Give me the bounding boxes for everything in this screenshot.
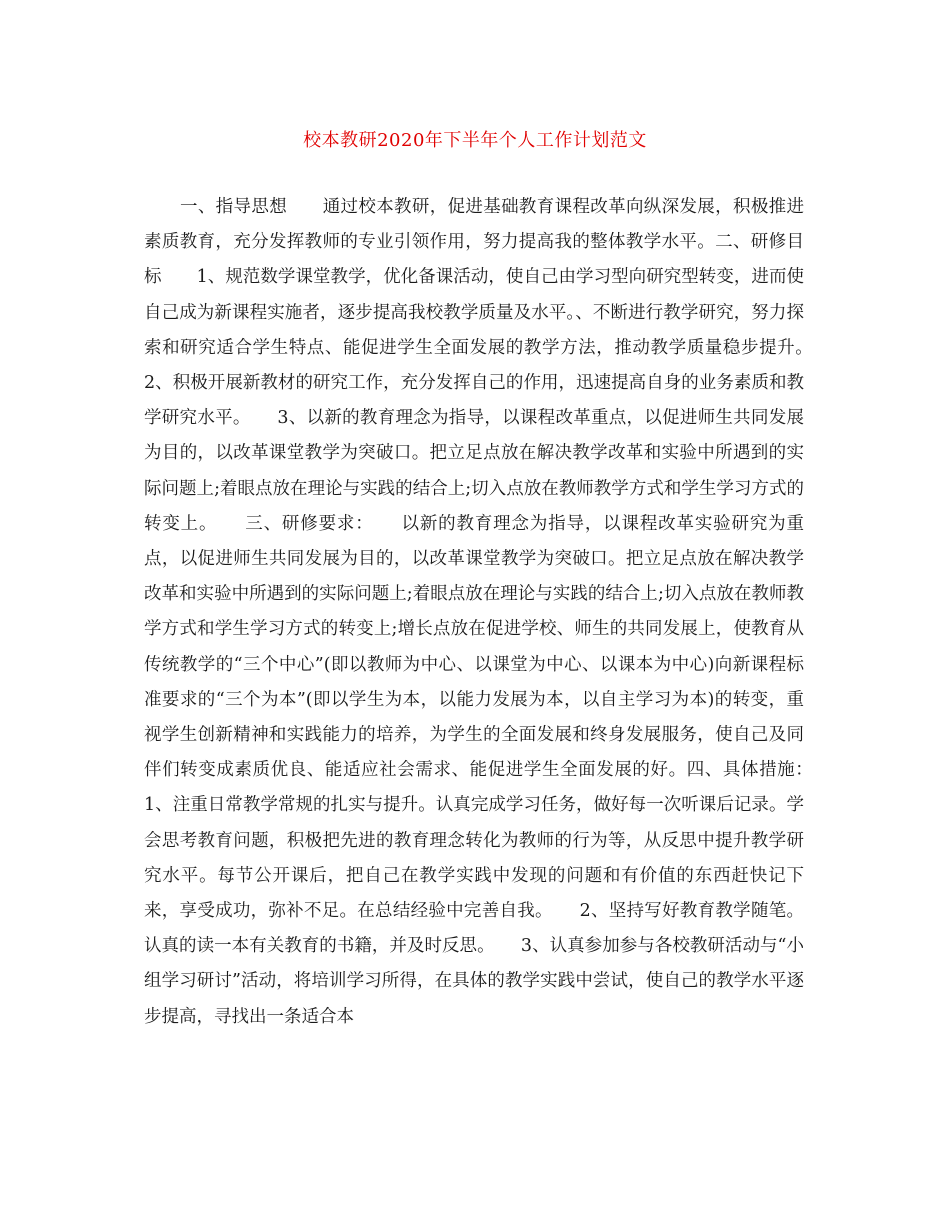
document-title: 校本教研2020年下半年个人工作计划范文 xyxy=(303,130,647,151)
document-body-text: 一、指导思想 通过校本教研，促进基础教育课程改革向纵深发展，积极推进素质教育，充分发挥教师的专业引领作用，努力提高我的整体教学水平。二、研修目标 1、规范数学课堂教学，优化备课活动，使自己由学习型向研究型转变，进而使自己成为新课程实施者，逐步提高我校教学质量及水平。、不断进行教学研究，努力探索和研究适合学生特点、能促进学生全面发展的教学方法，推动教学质量稳步提升。 2、积极开展新教材的研究工作，充分发挥自己的作用，迅速提高自身的业务素质和教学研究水平。 3、以新的教育理念为指导，以课程改革重点，以促进师生共同发展为目的，以改革课堂教学为突破口。把立足点放在解决教学改革和实验中所遇到的实际问题上;着眼点放在理论与实践的结合上;切入点放在教师教学方式和学生学习方式的转变上。 三、研修要求： 以新的教育理念为指导，以课程改革实验研究为重点，以促进师生共同发展为目的，以改革课堂教学为突破口。把立足点放在解决教学改革和实验中所遇到的实际问题上;着眼点放在理论与实践的结合上;切入点放在教师教学方式和学生学习方式的转变上;增长点放在促进学校、师生的共同发展上，使教育从传统教学的“三个中心”(即以教师为中心、以课堂为中心、以课本为中心)向新课程标准要求的“三个为本”(即以学生为本，以能力发展为本，以自主学习为本)的转变，重视学生创新精神和实践能力的培养，为学生的全面发展和终身发展服务，使自己及同伴们转变成素质优良、能适应社会需求、能促进学生全面发展的好。四、具体措施： 1、注重日常教学常规的扎实与提升。认真完成学习任务，做好每一次听课后记录。学会思考教育问题，积极把先进的教育理念转化为教师的行为等，从反思中提升教学研究水平。每节公开课后，把自己在教学实践中发现的问题和有价值的东西赶快记下来，享受成功，弥补不足。在总结经验中完善自我。 2、坚持写好教育教学随笔。认真的读一本有关教育的书籍，并及时反思。 3、认真参加参与各校教研活动与“小组学习研讨”活动，将培训学习所得，在具体的教学实践中尝试，使自己的教学水平逐步提高，寻找出一条适合本 xyxy=(144,197,839,1027)
